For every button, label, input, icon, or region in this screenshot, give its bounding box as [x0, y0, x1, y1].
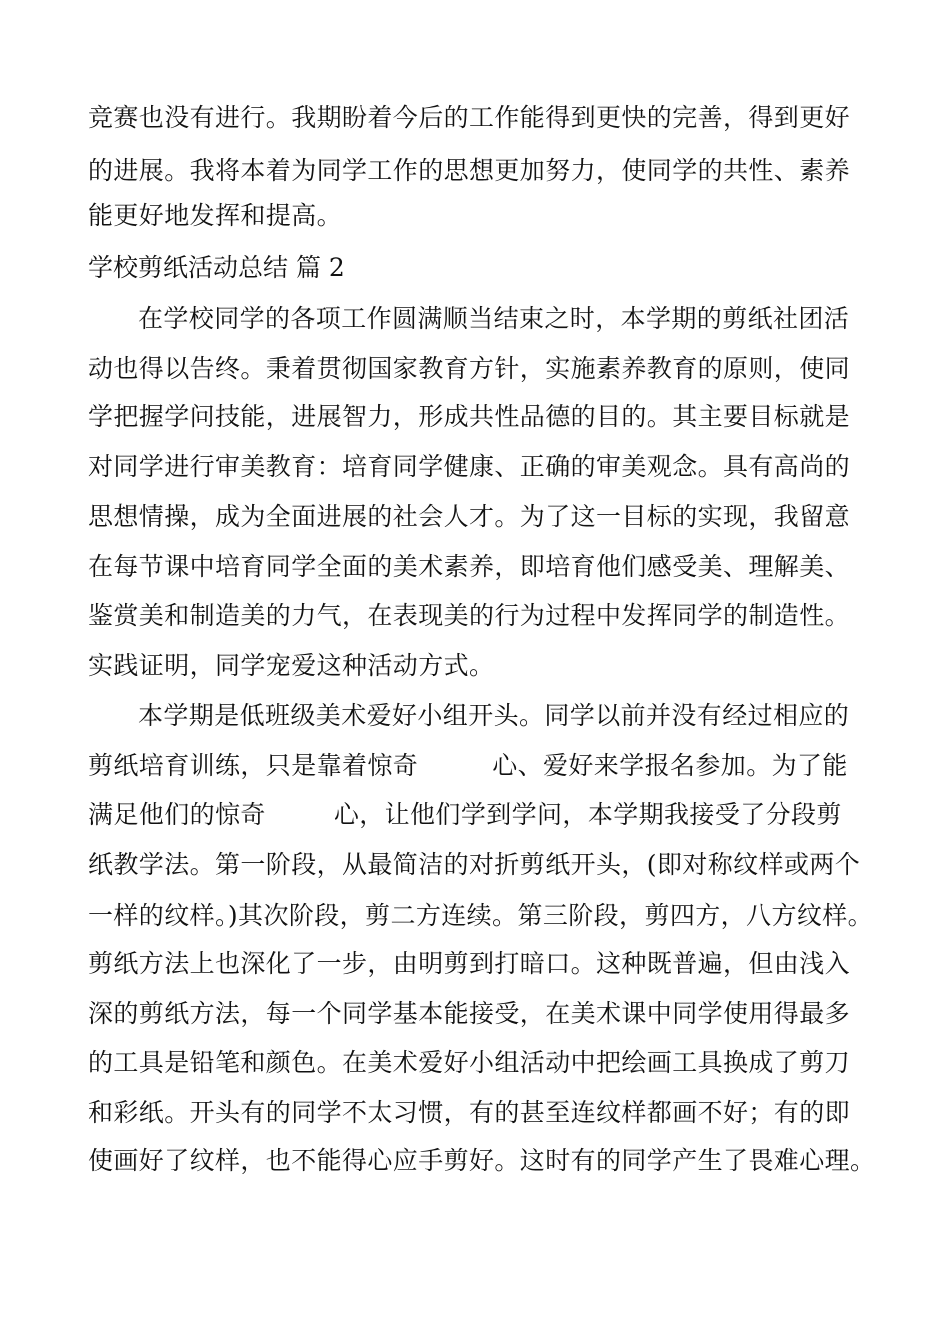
text-fragment: 心、爱好来学报名参加。为了能: [492, 751, 848, 780]
text-line: 本学期是低班级美术爱好小组开头。同学以前并没有经过相应的: [138, 701, 850, 730]
text-line: 深的剪纸方法，每一个同学基本能接受，在美术课中同学使用得最多: [88, 999, 851, 1028]
text-line: 鉴赏美和制造美的力气，在表现美的行为过程中发挥同学的制造性。: [88, 601, 851, 630]
text-fragment: 心，让他们学到学问，本学期我接受了分段剪: [333, 800, 842, 829]
text-line: 对同学进行审美教育：培育同学健康、正确的审美观念。具有高尚的: [88, 452, 851, 481]
text-line: [88, 800, 842, 830]
text-line: 的工具是铅笔和颜色。在美术爱好小组活动中把绘画工具换成了剪刀: [88, 1048, 851, 1077]
text-line: 在学校同学的各项工作圆满顺当结束之时，本学期的剪纸社团活: [138, 304, 850, 333]
section-heading: 学校剪纸活动总结 篇 2: [88, 253, 345, 282]
text-line: [88, 751, 848, 781]
text-line: 纸教学法。第一阶段，从最简洁的对折剪纸开头，(即对称纹样或两个: [88, 850, 861, 879]
text-line: 剪纸方法上也深化了一步，由明剪到打暗口。这种既普遍，但由浅入: [88, 949, 851, 978]
text-line: 能更好地发挥和提高。: [88, 201, 343, 230]
text-line: 的进展。我将本着为同学工作的思想更加努力，使同学的共性、素养: [88, 156, 851, 185]
text-fragment: 剪纸培育训练，只是靠着惊奇: [88, 751, 419, 780]
text-line: 竞赛也没有进行。我期盼着今后的工作能得到更快的完善，得到更好: [88, 103, 851, 132]
text-line: 使画好了纹样，也不能得心应手剪好。这时有的同学产生了畏难心理。: [88, 1146, 876, 1175]
text-fragment: 满足他们的惊奇: [88, 800, 266, 829]
text-line: 一样的纹样。)其次阶段，剪二方连续。第三阶段，剪四方，八方纹样。: [88, 901, 874, 930]
text-line: 思想情操，成为全面进展的社会人才。为了这一目标的实现，我留意: [88, 502, 851, 531]
text-line: 和彩纸。开头有的同学不太习惯，有的甚至连纹样都画不好；有的即: [88, 1098, 851, 1127]
text-line: 在每节课中培育同学全面的美术素养，即培育他们感受美、理解美、: [88, 552, 851, 581]
text-line: 动也得以告终。秉着贯彻国家教育方针，实施素养教育的原则，使同: [88, 354, 851, 383]
text-line: 实践证明，同学宠爱这种活动方式。: [88, 651, 495, 680]
text-line: 学把握学问技能，进展智力，形成共性品德的目的。其主要目标就是: [88, 402, 851, 431]
